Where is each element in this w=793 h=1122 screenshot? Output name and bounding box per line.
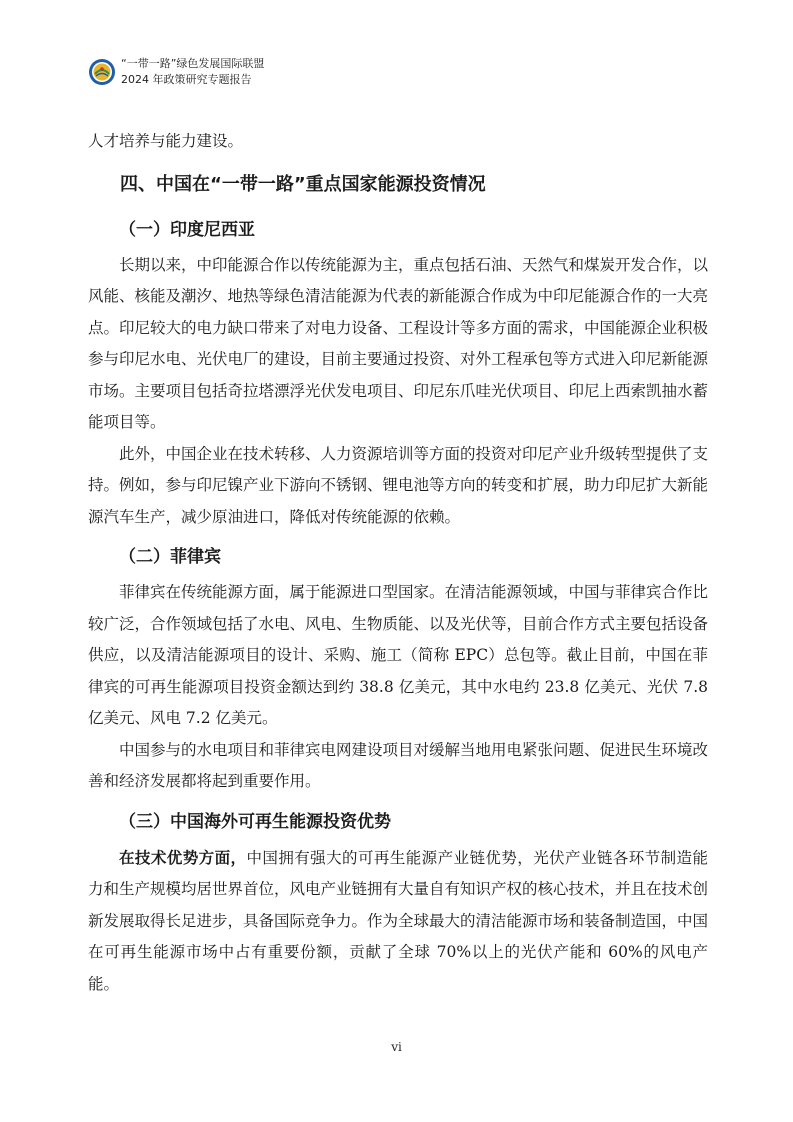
paragraph: 此外，中国企业在技术转移、人力资源培训等方面的投资对印尼产业升级转型提供了支持。例如，参与印尼镍产业下游向不锈钢、锂电池等方向的转变和扩展，助力印尼扩大新能源汽车生产，减少原油进口，降低对传统能源的依赖。 <box>88 444 709 526</box>
paragraph: 中国参与的水电项目和菲律宾电网建设项目对缓解当地用电紧张问题、促进民生环境改善和经济发展都将起到重要作用。 <box>88 740 709 790</box>
paragraph: 长期以来，中印能源合作以传统能源为主，重点包括石油、天然气和煤炭开发合作，以风能、核能及潮汐、地热等绿色清洁能源为代表的新能源合作成为中印尼能源合作的一大亮点。印尼较大的电力缺口带来了对电力设备、工程设计等多方面的需求，中国能源企业积极参与印尼水电、光伏电厂的建设，目前主要通过投资、对外工程承包等方式进入印尼新能源市场。主要项目包括奇拉塔漂浮光伏发电项目、印尼东爪哇光伏项目、印尼上西索凯抽水蓄能项目等。 <box>88 255 709 431</box>
page-header <box>88 56 708 90</box>
page-content <box>88 126 708 1000</box>
header-title: “一带一路”绿色发展国际联盟 <box>121 57 265 70</box>
paragraph <box>88 842 708 1001</box>
paragraph: 菲律宾在传统能源方面，属于能源进口型国家。在清洁能源领域，中国与菲律宾合作比较广泛，合作领域包括了水电、风电、生物质能、以及光伏等，目前合作方式主要包括设备供应，以及清洁能源项目的设计、采购、施工（简称 EPC）总包等。截止目前，中国在菲律宾的可再生能源项目投资金额达到约 38.8 亿美元，其中水电约 23.8 亿美元、光伏 7.8 亿美元、风电 7.2 亿美元。 <box>88 583 709 727</box>
header-subtitle: 2024 年政策研究专题报告 <box>121 73 252 86</box>
intro-line: 人才培养与能力建设。 <box>88 132 244 150</box>
lead-phrase: 在技术优势方面， <box>119 847 247 867</box>
paragraph-text: 中国拥有强大的可再生能源产业链优势，光伏产业链各环节制造能力和生产规模均居世界首位，风电产业链拥有大量自有知识产权的核心技术，并且在技术创新发展取得长足进步，具备国际竞争力。作为全球最大的清洁能源市场和装备制造国，中国在可再生能源市场中占有重要份额，贡献了全球 70%以上的光伏产能和 60%的风电产能。 <box>88 848 709 993</box>
subsection-title-advantages: （三）中国海外可再生能源投资优势 <box>119 811 391 832</box>
page-number: vi <box>391 1040 402 1054</box>
header-text <box>121 56 264 88</box>
subsection-title-indonesia: （一）印度尼西亚 <box>119 219 255 240</box>
alliance-logo-icon <box>88 58 116 86</box>
section-title: 四、中国在“一带一路”重点国家能源投资情况 <box>120 173 486 195</box>
subsection-title-philippines: （二）菲律宾 <box>119 547 221 567</box>
